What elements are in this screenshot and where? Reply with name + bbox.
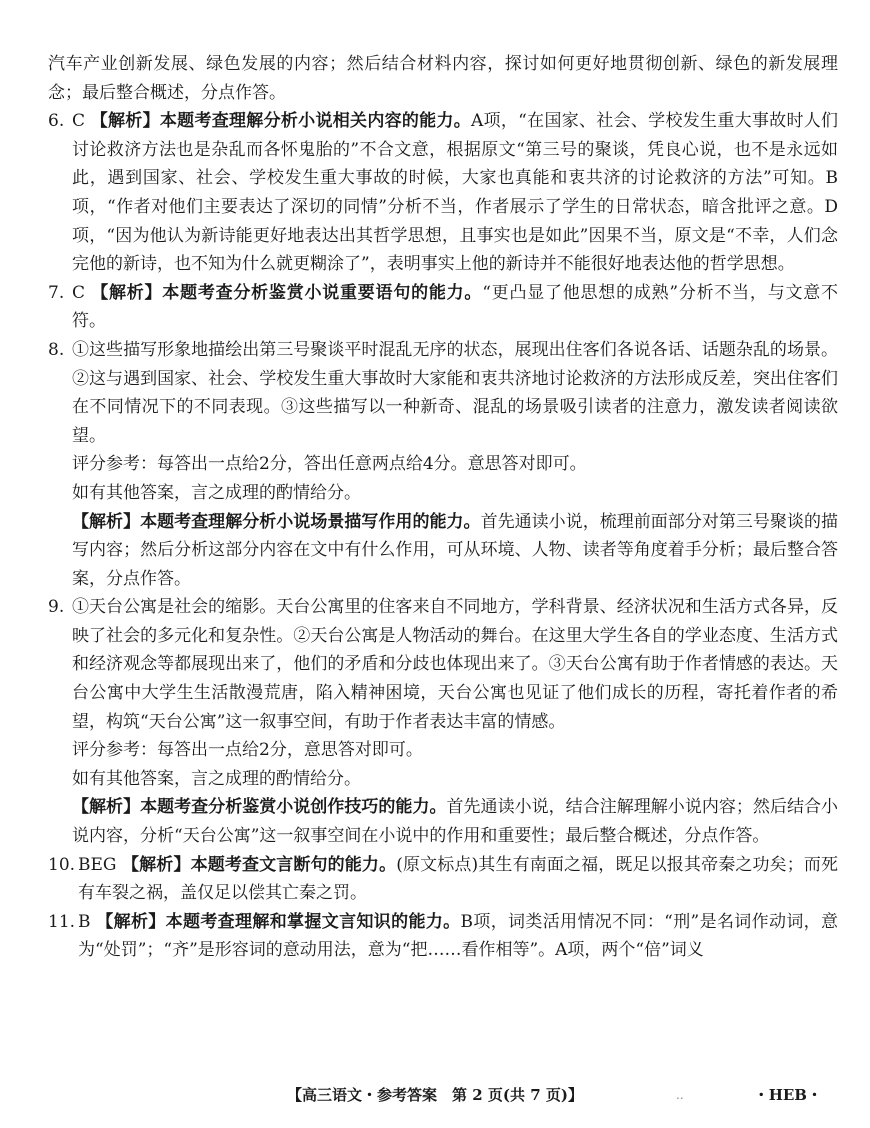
footer-code: ・HEB・ — [753, 1086, 822, 1104]
footer-dots: .. — [676, 1088, 684, 1102]
analysis-lead: 本题考查分析鉴赏小说创作技巧的能力。 — [140, 797, 447, 818]
analysis-text: 首先通读小说，梳理前面部分对第三号聚谈的描写内容；然后分析这部分内容在文中有什么作用，可从环境、人物、读者等角度着手分析；最后整合答案，分点作答。 — [72, 511, 839, 589]
analysis-text: (原文标点)其生有南面之福，既足以报其帝秦之功矣；而死有车裂之祸，盖仅足以偿其亡秦之罚。 — [78, 854, 839, 904]
scoring-note: 评分参考：每答出一点给2分，意思答对即可。 — [72, 740, 423, 761]
answer-letter: C — [72, 111, 86, 132]
intro-paragraph: 汽车产业创新发展、绿色发展的内容；然后结合材料内容，探讨如何更好地贯彻创新、绿色的新发展理念；最后整合概述，分点作答。 — [48, 54, 838, 103]
analysis-text: B项，词类活用情况不同：“刑”是名词作动词，意为“处罚”；“齐”是形容词的意动用法，意为“把……看作相等”。A项，两个“倍”词义 — [78, 911, 839, 961]
question-number: 7. — [48, 282, 65, 303]
analysis-lead: 本题考查文言断句的能力。 — [190, 854, 397, 875]
analysis-tag: 【解析】 — [72, 511, 141, 532]
question-number: 9. — [48, 597, 65, 618]
analysis-text: A项，“在国家、社会、学校发生重大事故时人们讨论救济方法也是杂乱而各怀鬼胎的”不合文意，根据原文“第三号的聚谈，凭良心说，也不是永远如此，遇到国家、社会、学校发生重大事故的时候，大家也真能和衷共济的讨论救济的方法”可知。B项，“作者对他们主要表达了深切的同情”分析不当，作者展示了学生的日常状态，暗含批评之意。D项，“因为他认为新诗能更好地表达出其哲学思想，且事实也是如此”因果不当，原文是“不幸，人们念完他的新诗，也不知为什么就更糊涂了”，表明事实上他的新诗并不能很好地表达他的哲学思想。 — [72, 111, 839, 275]
scoring-note: 评分参考：每答出一点给2分，答出任意两点给4分。意思答对即可。 — [72, 454, 587, 475]
question-8 — [48, 336, 838, 450]
analysis-block — [48, 508, 838, 594]
page-footer — [0, 1080, 870, 1110]
other-answer-note: 如有其他答案，言之成理的酌情给分。 — [72, 482, 361, 503]
question-7 — [48, 279, 838, 336]
analysis-lead: 本题考查理解分析小说相关内容的能力。 — [159, 111, 472, 132]
analysis-lead: 本题考查分析鉴赏小说重要语句的能力。 — [162, 282, 483, 303]
answer-text: ①天台公寓是社会的缩影。天台公寓里的住客来自不同地方，学科背景、经济状况和生活方式各异，反映了社会的多元化和复杂性。②天台公寓是人物活动的舞台。在这里大学生各自的学业态度、生活方式和经济观念等都展现出来了，他们的矛盾和分歧也体现出来了。③天台公寓有助于作者情感的表达。天台公寓中大学生生活散漫荒唐，陷入精神困境，天台公寓也见证了他们成长的历程，寄托着作者的希望，构筑“天台公寓”这一叙事空间，有助于作者表达丰富的情感。 — [72, 597, 838, 732]
question-number: 10. — [48, 854, 76, 875]
analysis-text: “更凸显了他思想的成熟”分析不当，与文意不符。 — [72, 282, 839, 332]
analysis-text: 首先通读小说，结合注解理解小说内容；然后结合小说内容，分析“天台公寓”这一叙事空间在小说中的作用和重要性；最后整合概述，分点作答。 — [72, 797, 839, 847]
analysis-tag: 【解析】 — [91, 282, 163, 303]
question-9 — [48, 593, 838, 736]
analysis-lead: 本题考查理解和掌握文言知识的能力。 — [165, 911, 461, 932]
answer-text: ①这些描写形象地描绘出第三号聚谈平时混乱无序的状态，展现出住客们各说各话、话题杂乱的场景。②这与遇到国家、社会、学校发生重大事故时大家能和衷共济地讨论救济的方法形成反差，突出住客们在不同情况下的不同表现。③这些描写以一种新奇、混乱的场景吸引读者的注意力，激发读者阅读欲望。 — [72, 339, 838, 446]
analysis-lead: 本题考查理解分析小说场景描写作用的能力。 — [140, 511, 481, 532]
question-11 — [48, 908, 838, 965]
question-6 — [48, 107, 838, 279]
question-number: 6. — [48, 111, 65, 132]
answer-letter: BEG — [78, 854, 117, 875]
answer-content — [48, 50, 838, 965]
question-number: 8. — [48, 339, 65, 360]
analysis-tag: 【解析】 — [90, 111, 160, 132]
analysis-tag: 【解析】 — [72, 797, 141, 818]
answer-letter: C — [72, 282, 86, 303]
question-number: 11. — [48, 911, 76, 932]
other-answer-note: 如有其他答案，言之成理的酌情给分。 — [72, 768, 361, 789]
analysis-tag: 【解析】 — [122, 854, 191, 875]
analysis-tag: 【解析】 — [96, 911, 166, 932]
analysis-block — [48, 793, 838, 850]
answer-letter: B — [78, 911, 91, 932]
footer-page-info: 【高三语文・参考答案 第 2 页(共 7 页)】 — [287, 1086, 583, 1104]
question-10 — [48, 851, 838, 908]
